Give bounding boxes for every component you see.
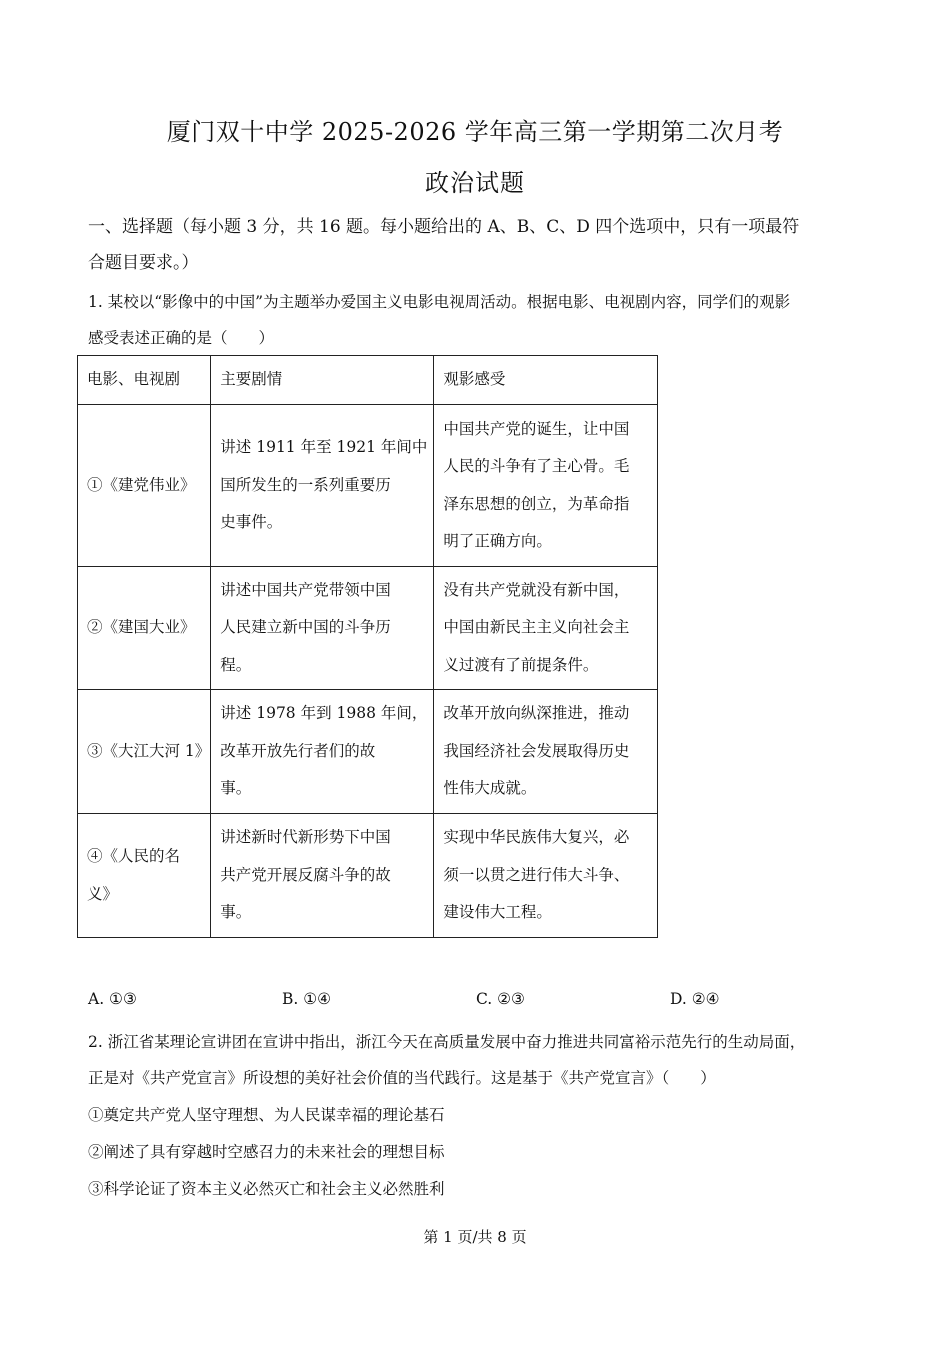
q1-option-b[interactable]: B. ①④	[282, 990, 332, 1008]
cell-text-line: 明了正确方向。	[443, 532, 552, 550]
cell-text-line: 我国经济社会发展取得历史	[443, 741, 630, 760]
table-header-plot: 主要剧情	[211, 356, 434, 405]
cell-text-line: 国所发生的一系列重要历	[220, 475, 391, 494]
q1-table	[77, 355, 658, 938]
table-cell-plot	[211, 405, 434, 567]
table-row	[78, 405, 658, 567]
table-row	[78, 690, 658, 814]
cell-text-line: 没有共产党就没有新中国，	[443, 580, 630, 599]
section-instruction-line-2: 合题目要求。）	[88, 253, 199, 273]
table-cell-film	[78, 690, 211, 814]
q1-option-a[interactable]: A. ①③	[88, 990, 137, 1008]
q1-option-d[interactable]: D. ②④	[670, 990, 720, 1008]
cell-text-line: ③《大江大河 1》	[87, 741, 211, 760]
table-cell-feeling	[434, 690, 658, 814]
cell-text-line: 中国由新民主主义向社会主	[443, 618, 630, 637]
table-cell-feeling	[434, 567, 658, 690]
section-instruction-line-1: 一、选择题（每小题 3 分，共 16 题。每小题给出的 A、B、C、D 四个选项中，只有一项最符	[88, 217, 800, 237]
table-cell-plot	[211, 567, 434, 690]
cell-text-line: 建设伟大工程。	[443, 903, 552, 922]
cell-text-line: 须一以贯之进行伟大斗争、	[443, 865, 630, 884]
table-cell-plot	[211, 814, 434, 938]
table-cell-film	[78, 405, 211, 567]
exam-subject: 政治试题	[425, 169, 525, 197]
cell-text-line: 事。	[220, 903, 252, 922]
q2-stem-line-2: 正是对《共产党宣言》所设想的美好社会价值的当代践行。这是基于《共产党宣言》（ ）	[88, 1069, 716, 1087]
cell-text-line: 讲述 1978 年到 1988 年间，	[220, 704, 428, 723]
table-cell-film	[78, 567, 211, 690]
cell-text-line: 讲述 1911 年至 1921 年间中	[220, 438, 428, 457]
table-header-row	[78, 356, 658, 405]
cell-text-line: 共产党开展反腐斗争的故	[220, 865, 391, 884]
cell-text-line: 性伟大成就。	[443, 779, 537, 798]
cell-text-line: 史事件。	[220, 513, 283, 532]
table-cell-plot	[211, 690, 434, 814]
table-cell-film	[78, 814, 211, 938]
cell-text-line: 人民的斗争有了主心骨。毛	[443, 457, 630, 475]
cell-text-line: ④《人民的名	[87, 847, 181, 865]
table-header-feeling: 观影感受	[434, 356, 658, 405]
cell-text-line: 讲述新时代新形势下中国	[220, 828, 391, 847]
cell-text-line: 中国共产党的诞生，让中国	[443, 419, 630, 438]
q2-item-1: ①奠定共产党人坚守理想、为人民谋幸福的理论基石	[88, 1106, 445, 1124]
cell-text-line: 义》	[87, 884, 119, 903]
table-row	[78, 814, 658, 938]
cell-text-line: ②《建国大业》	[87, 618, 196, 637]
table-header-film: 电影、电视剧	[78, 356, 211, 405]
table-cell-feeling	[434, 405, 658, 567]
cell-text-line: 程。	[220, 655, 252, 674]
cell-text-line: 讲述中国共产党带领中国	[220, 580, 391, 599]
cell-text-line: 事。	[220, 779, 252, 798]
table-row	[78, 567, 658, 690]
cell-text-line: 改革开放向纵深推进，推动	[443, 704, 630, 723]
cell-text-line: 改革开放先行者们的故	[220, 741, 376, 760]
table-cell-feeling	[434, 814, 658, 938]
cell-text-line: 实现中华民族伟大复兴，必	[443, 828, 630, 847]
cell-text-line: 义过渡有了前提条件。	[443, 655, 599, 674]
cell-text-line: 人民建立新中国的斗争历	[220, 618, 391, 637]
cell-text-line: ①《建党伟业》	[87, 475, 196, 494]
exam-title: 厦门双十中学 2025-2026 学年高三第一学期第二次月考	[166, 118, 784, 146]
q1-option-c[interactable]: C. ②③	[476, 990, 525, 1008]
cell-text-line: 泽东思想的创立，为革命指	[443, 494, 630, 513]
q1-stem-line-1: 1. 某校以“影像中的中国”为主题举办爱国主义电影电视周活动。根据电影、电视剧内容，同学们的观影	[88, 293, 791, 311]
q2-item-3: ③科学论证了资本主义必然灭亡和社会主义必然胜利	[88, 1180, 445, 1198]
q2-item-2: ②阐述了具有穿越时空感召力的未来社会的理想目标	[88, 1143, 445, 1161]
q2-stem-line-1: 2. 浙江省某理论宣讲团在宣讲中指出，浙江今天在高质量发展中奋力推进共同富裕示范先行的生动局面，	[88, 1033, 806, 1051]
q1-stem-line-2: 感受表述正确的是（ ）	[88, 329, 275, 347]
page-number: 第 1 页/共 8 页	[423, 1228, 527, 1246]
